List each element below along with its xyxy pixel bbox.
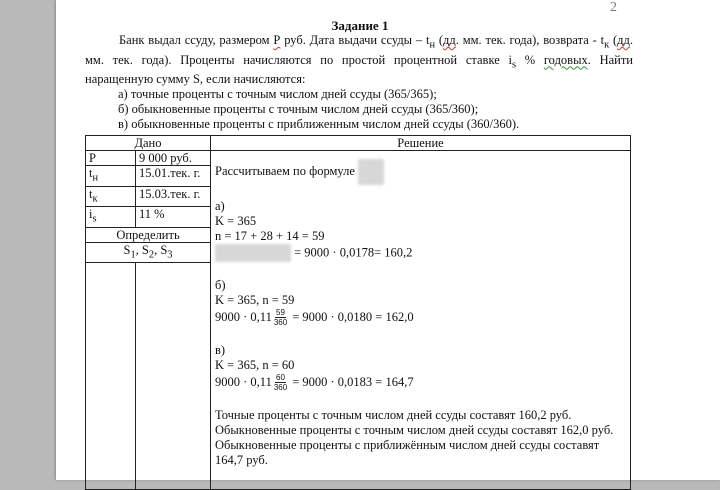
table-row (86, 151, 631, 166)
solution-table (85, 135, 631, 490)
task-title: Задание 1 (331, 18, 389, 33)
part-a-label: а) (215, 199, 225, 213)
solution-cell (211, 151, 631, 490)
formula-image (215, 244, 291, 262)
task-option-c: в) обыкновенные проценты с приближенным числом дней ссуды (360/360). (118, 117, 520, 131)
conclusion-b: Обыкновенные проценты с точным числом дней ссуды составят 162,0 руб. (215, 423, 614, 437)
given-symbol: $i_s$ (86, 207, 136, 228)
part-c-line2: 9000 · 0,11 $\frac{60}{360}$ = 9000 · 0,0183 = 164,7 (215, 373, 414, 392)
task-option-a: а) точные проценты с точным числом дней ссуды (365/365); (118, 87, 437, 101)
given-symbol: $t_н$ (86, 166, 136, 187)
conclusion-a: Точные проценты с точным числом дней ссуды составят 160,2 руб. (215, 408, 572, 422)
solution-header: Решение (211, 136, 631, 151)
part-c-label: в) (215, 343, 226, 357)
part-b-line1: K = 365, n = 59 (215, 293, 295, 307)
conclusion-c: Обыкновенные проценты с приближённым числом дней ссуды составят 164,7 руб. (215, 438, 600, 467)
given-value: 15.01.тек. г. (136, 166, 211, 187)
part-b-line2: 9000 · 0,11 $\frac{59}{360}$ = 9000 · 0,0180 = 162,0 (215, 308, 414, 327)
given-value: 9 000 руб. (136, 151, 211, 166)
determine-value: $S_1$, $S_2$, $S_3$ (86, 242, 211, 263)
given-value: 11 % (136, 207, 211, 228)
page-number: 2 (610, 0, 617, 15)
task-text (85, 33, 633, 132)
given-value: 15.03.тек. г. (136, 186, 211, 207)
task-paragraph: Банк выдал ссуду, размером Р руб. Дата выдачи ссуды – $t_н$ (дд. мм. тек. года), возврата - $t_к$ (дд. мм. тек. года). Проценты начисляются по простой процентной ставке $i_s$ % годовых. Найти наращенную сумму S, если начисляются: (85, 33, 633, 86)
determine-label: Определить (86, 227, 211, 242)
empty-cell (86, 263, 136, 490)
part-a-line2: n = 17 + 28 + 14 = 59 (215, 229, 325, 243)
part-b-label: б) (215, 278, 226, 292)
task-option-b: б) обыкновенные проценты с точным числом дней ссуды (365/360); (118, 102, 479, 116)
solution-intro: Рассчитываем по формуле (215, 159, 626, 185)
given-header: Дано (86, 136, 211, 151)
part-c-line1: K = 365, n = 60 (215, 358, 295, 372)
given-symbol: P (86, 151, 136, 166)
empty-cell (136, 263, 211, 490)
formula-image (358, 159, 384, 185)
part-a-line3: = 9000 · 0,0178= 160,2 (215, 244, 626, 262)
given-symbol: $t_к$ (86, 186, 136, 207)
part-a-line1: K = 365 (215, 214, 257, 228)
